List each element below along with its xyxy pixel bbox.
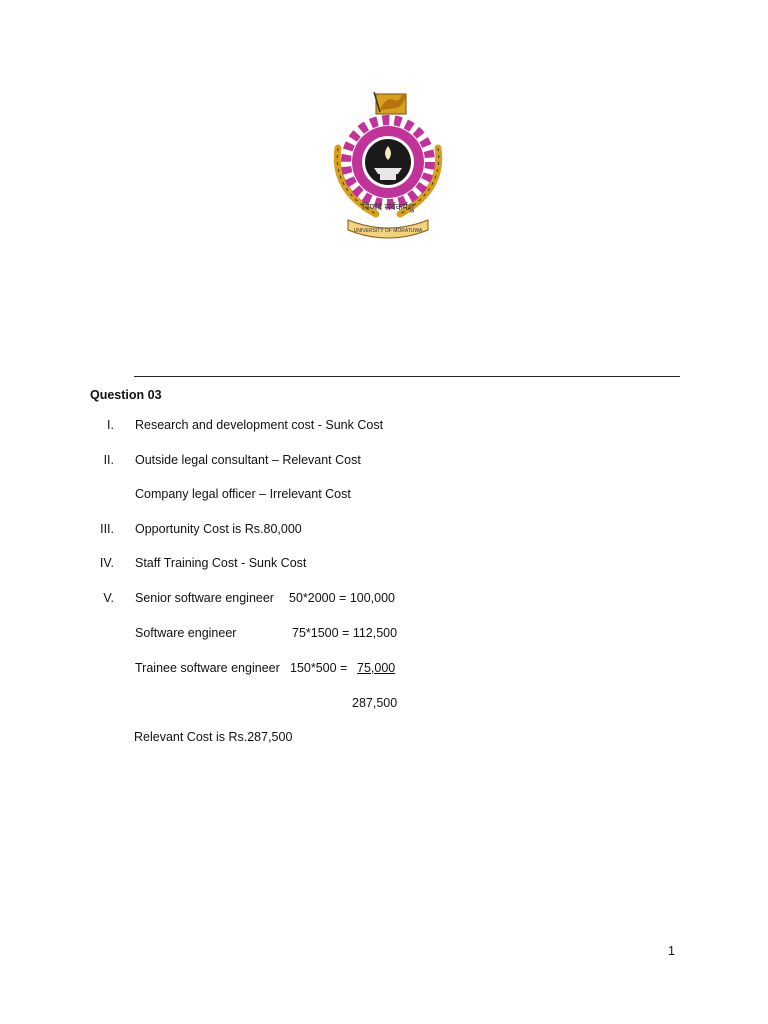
item-number: III. [100, 522, 114, 536]
logo-motto: निप्पदं सर्वकर्मशु [362, 202, 414, 212]
conclusion-text: Relevant Cost is Rs.287,500 [134, 730, 293, 744]
item-text: Staff Training Cost - Sunk Cost [135, 556, 307, 570]
item-number: V. [103, 591, 114, 605]
horizontal-rule [134, 376, 680, 377]
cost-row-label: Senior software engineer [135, 591, 274, 605]
cost-row-value: 75,000 [357, 661, 396, 675]
cost-row-calc: 50*2000 = 100,000 [289, 591, 396, 605]
item-number: II. [103, 453, 114, 467]
cost-row-label: Software engineer [135, 626, 237, 640]
item-text: Company legal officer – Irrelevant Cost [135, 487, 351, 501]
cost-total: 287,500 [352, 696, 398, 710]
question-heading: Question 03 [90, 388, 162, 402]
item-number: I. [107, 418, 114, 432]
item-number: IV. [99, 556, 114, 570]
gear-icon [346, 120, 430, 204]
page-number: 1 [668, 944, 675, 958]
lion-crest-icon [374, 92, 406, 114]
item-text: Outside legal consultant – Relevant Cost [135, 453, 361, 467]
item-text: Opportunity Cost is Rs.80,000 [135, 522, 302, 536]
item-text: Research and development cost - Sunk Cost [135, 418, 384, 432]
cost-row-label: Trainee software engineer [135, 661, 280, 675]
cost-row-calc: 75*1500 = 112,500 [292, 626, 398, 640]
cost-row-calc: 150*500 = [290, 661, 348, 675]
university-logo [330, 90, 446, 240]
logo-banner: UNIVERSITY OF MORATUWA [353, 228, 423, 234]
